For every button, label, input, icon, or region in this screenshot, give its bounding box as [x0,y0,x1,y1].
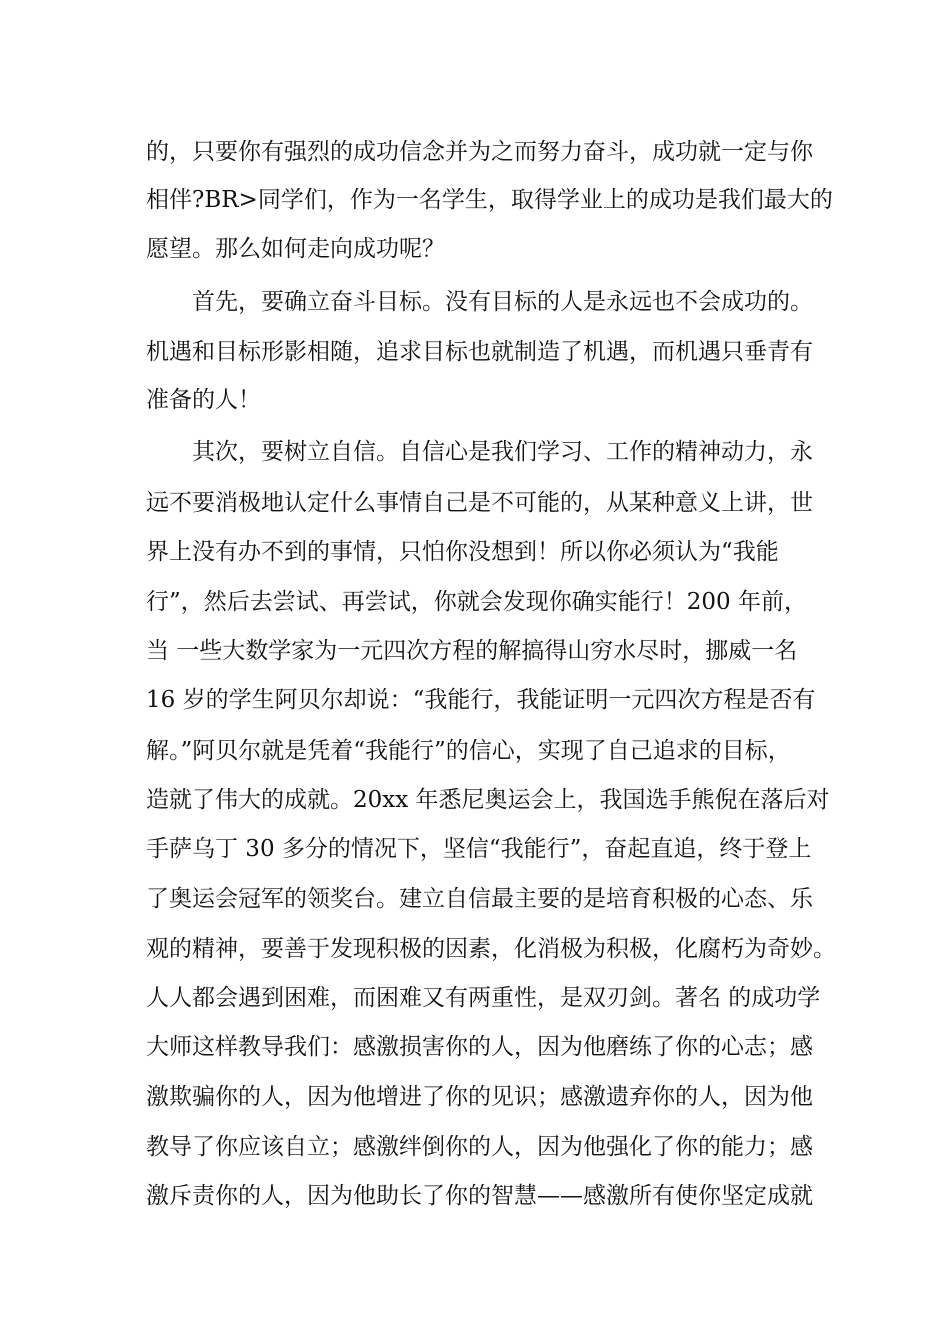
text-line: 激欺骗你的人，因为他增进了你的见识；感激遗弃你的人，因为他 [146,1084,813,1110]
text-line: 准备的人！ [146,387,261,413]
text-line: 人人都会遇到困难，而困难又有两重性，是双刃剑。著名 的成功学 [146,985,821,1011]
text-line: 激斥责你的人，因为他助长了你的智慧——感激所有使你坚定成就 [146,1183,813,1209]
text-line: 16 岁的学生阿贝尔却说：“我能行，我能证明一元四次方程是否有 [146,687,816,713]
text-line: 相伴?BR>同学们，作为一名学生，取得学业上的成功是我们最大的 [146,187,833,213]
text-line: 远不要消极地认定什么事情自己是不可能的，从某种意义上讲，世 [146,490,813,516]
paragraph-first-line: 其次，要树立自信。自信心是我们学习、工作的精神动力，永 [192,439,813,465]
text-line: 行”，然后去尝试、再尝试，你就会发现你确实能行！200 年前， [146,589,807,615]
text-line: 手萨乌丁 30 多分的情况下，坚信“我能行”，奋起直追，终于登上 [146,836,812,862]
text-line: 的，只要你有强烈的成功信念并为之而努力奋斗，成功就一定与你 [146,139,813,165]
text-line: 机遇和目标形影相随，追求目标也就制造了机遇，而机遇只垂青有 [146,339,813,365]
text-line: 解。”阿贝尔就是凭着“我能行”的信心，实现了自己追求的目标， [146,738,791,764]
text-line: 愿望。那么如何走向成功呢？ [146,236,445,262]
paragraph-first-line: 首先，要确立奋斗目标。没有目标的人是永远也不会成功的。 [192,289,813,315]
text-line: 观的精神，要善于发现积极的因素，化消极为积极，化腐朽为奇妙。 [146,936,836,962]
text-line: 造就了伟大的成就。20xx 年悉尼奥运会上，我国选手熊倪在落后对 [146,787,830,813]
text-line: 界上没有办不到的事情，只怕你没想到！所以你必须认为“我能 [146,539,779,565]
text-line: 当 一些大数学家为一元四次方程的解搞得山穷水尽时，挪威一名 [146,638,798,664]
text-line: 大师这样教导我们：感激损害你的人，因为他磨练了你的心志；感 [146,1034,813,1060]
text-line: 了奥运会冠军的领奖台。建立自信最主要的是培育积极的心态、乐 [146,886,813,912]
text-line: 教导了你应该自立；感激绊倒你的人，因为他强化了你的能力；感 [146,1134,813,1160]
